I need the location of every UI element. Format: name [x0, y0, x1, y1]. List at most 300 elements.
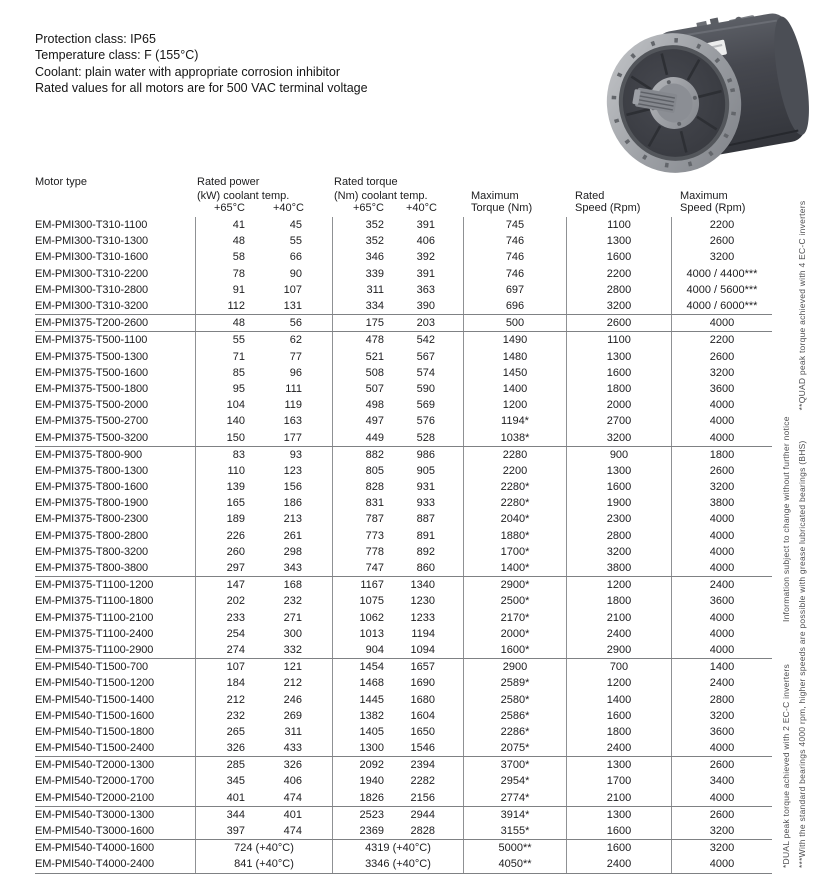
max-torque-cell: 2170*	[463, 610, 566, 626]
rated-power-merged-cell: 724 (+40°C)	[195, 840, 332, 856]
rated-torque-40c-cell: 406	[416, 235, 435, 248]
rated-power-65c-cell: 85	[195, 365, 253, 381]
rated-power-40c-cell: 326	[283, 759, 302, 772]
table-group	[35, 756, 772, 806]
max-speed-cell: 4000 / 4400***	[671, 266, 772, 282]
rated-power-65c-cell: 58	[195, 249, 253, 265]
max-torque-cell: 2580*	[463, 691, 566, 707]
rated-torque-65c-cell: 1405	[332, 724, 392, 740]
rated-torque-40c-cell: 1340	[410, 579, 435, 592]
rated-speed-cell: 1300	[566, 757, 671, 773]
table-row	[35, 544, 772, 560]
max-torque-cell: 2900*	[463, 577, 566, 593]
max-torque-cell: 1194*	[463, 413, 566, 429]
rated-power-65c-cell: 83	[195, 447, 253, 463]
rated-torque-65c-cell: 2092	[332, 757, 392, 773]
rated-torque-65c-cell: 311	[332, 282, 392, 298]
rated-power-65c-cell: 212	[195, 691, 253, 707]
rated-torque-65c-cell: 508	[332, 365, 392, 381]
rated-speed-cell: 1600	[566, 249, 671, 265]
rated-torque-65c-cell: 1167	[332, 577, 392, 593]
rated-torque-40c-cell: 1546	[410, 742, 435, 755]
max-speed-cell: 2600	[671, 807, 772, 823]
rated-power-65c-cell: 344	[195, 807, 253, 823]
rated-power-65c-cell: 345	[195, 773, 253, 789]
col-header-power-65c: +65°C	[213, 202, 245, 214]
max-torque-cell: 1700*	[463, 544, 566, 560]
rated-power-65c-cell: 104	[195, 397, 253, 413]
footnote-information-notice: Information subject to change without further notice	[781, 416, 791, 623]
rated-power-65c-cell: 401	[195, 790, 253, 806]
max-torque-cell: 2774*	[463, 790, 566, 806]
rated-speed-cell: 1700	[566, 773, 671, 789]
max-speed-cell: 2200	[671, 217, 772, 233]
rated-torque-65c-cell: 478	[332, 332, 392, 348]
rated-power-65c-cell: 140	[195, 413, 253, 429]
rated-torque-40c-cell: 2944	[410, 808, 435, 821]
rated-torque-65c-cell: 175	[332, 315, 392, 331]
rated-power-40c-cell: 269	[283, 709, 302, 722]
rated-speed-cell: 2200	[566, 266, 671, 282]
rated-power-40c-cell: 123	[283, 464, 302, 477]
motor-spec-table	[35, 176, 772, 874]
col-header-max-torque-line1: Maximum	[471, 189, 519, 202]
table-row	[35, 266, 772, 282]
rated-speed-cell: 3200	[566, 544, 671, 560]
table-group	[35, 446, 772, 577]
rated-torque-65c-cell: 449	[332, 429, 392, 445]
rated-speed-cell: 2700	[566, 413, 671, 429]
motor-type-cell: EM-PMI375-T1100-1800	[35, 595, 154, 608]
rated-torque-65c-cell: 521	[332, 349, 392, 365]
rated-power-65c-cell: 189	[195, 511, 253, 527]
motor-type-cell: EM-PMI540-T1500-2400	[35, 742, 155, 755]
rated-speed-cell: 2400	[566, 856, 671, 872]
rated-torque-40c-cell: 1233	[410, 611, 435, 624]
rated-power-40c-cell: 246	[283, 693, 302, 706]
col-header-max-speed-line2: Speed (Rpm)	[680, 202, 746, 214]
rated-power-65c-cell: 112	[195, 298, 253, 314]
spec-notes	[35, 31, 368, 97]
motor-type-cell: EM-PMI540-T2000-1300	[35, 759, 155, 772]
rated-power-65c-cell: 265	[195, 724, 253, 740]
rated-torque-65c-cell: 1382	[332, 708, 392, 724]
rated-power-65c-cell: 139	[195, 479, 253, 495]
coolant-note: Coolant: plain water with appropriate corrosion inhibitor	[35, 64, 341, 79]
motor-type-cell: EM-PMI375-T800-1900	[35, 497, 149, 510]
rated-torque-40c-cell: 542	[416, 334, 435, 347]
rated-power-40c-cell: 298	[283, 545, 302, 558]
rated-power-40c-cell: 343	[283, 562, 302, 575]
rated-power-40c-cell: 311	[284, 725, 302, 738]
max-speed-cell: 4000	[671, 397, 772, 413]
rated-torque-40c-cell: 391	[416, 267, 435, 280]
motor-type-cell: EM-PMI375-T500-2700	[35, 415, 149, 428]
motor-type-cell: EM-PMI375-T500-1600	[35, 366, 149, 379]
rated-torque-40c-cell: 1604	[410, 709, 435, 722]
motor-type-cell: EM-PMI300-T310-1600	[35, 251, 149, 264]
max-torque-cell: 5000**	[463, 840, 566, 856]
table-row	[35, 856, 772, 872]
rated-speed-cell: 2100	[566, 790, 671, 806]
rated-torque-65c-cell: 2523	[332, 807, 392, 823]
col-header-rated-speed-line1: Rated	[575, 189, 605, 202]
max-speed-cell: 3600	[671, 381, 772, 397]
max-torque-cell: 2280*	[463, 479, 566, 495]
max-speed-cell: 2400	[671, 577, 772, 593]
rated-power-40c-cell: 232	[283, 595, 302, 608]
rated-speed-cell: 1300	[566, 463, 671, 479]
max-torque-cell: 2200	[463, 463, 566, 479]
max-speed-cell: 3600	[671, 593, 772, 609]
rated-speed-cell: 2600	[566, 315, 671, 331]
motor-type-cell: EM-PMI375-T800-2800	[35, 529, 149, 542]
rated-speed-cell: 1600	[566, 823, 671, 839]
table-row	[35, 397, 772, 413]
max-torque-cell: 2280*	[463, 495, 566, 511]
rated-speed-cell: 1600	[566, 840, 671, 856]
table-row	[35, 511, 772, 527]
table-row	[35, 217, 772, 233]
rated-torque-40c-cell: 986	[416, 448, 435, 461]
motor-type-cell: EM-PMI375-T1100-2400	[35, 627, 154, 640]
rated-torque-40c-cell: 590	[416, 382, 435, 395]
rated-power-65c-cell: 91	[195, 282, 253, 298]
max-torque-cell: 1038*	[463, 429, 566, 445]
rated-torque-40c-cell: 931	[416, 481, 435, 494]
max-torque-cell: 3155*	[463, 823, 566, 839]
table-row	[35, 381, 772, 397]
rated-power-65c-cell: 297	[195, 560, 253, 576]
max-speed-cell: 3200	[671, 708, 772, 724]
rated-torque-65c-cell: 773	[332, 528, 392, 544]
rated-power-65c-cell: 232	[195, 708, 253, 724]
motor-type-cell: EM-PMI375-T500-1800	[35, 382, 149, 395]
rated-power-40c-cell: 212	[283, 677, 302, 690]
rated-speed-cell: 3200	[566, 429, 671, 445]
motor-type-cell: EM-PMI300-T310-1300	[35, 235, 149, 248]
motor-type-cell: EM-PMI540-T1500-1400	[35, 693, 155, 706]
rated-speed-cell: 1800	[566, 724, 671, 740]
rated-power-65c-cell: 110	[195, 463, 253, 479]
rated-torque-40c-cell: 1650	[410, 725, 435, 738]
max-torque-cell: 696	[463, 298, 566, 314]
rated-speed-cell: 1600	[566, 708, 671, 724]
rated-speed-cell: 2100	[566, 610, 671, 626]
motor-type-cell: EM-PMI540-T1500-700	[35, 661, 149, 674]
max-torque-cell: 2954*	[463, 773, 566, 789]
max-speed-cell: 2200	[671, 332, 772, 348]
rated-torque-65c-cell: 787	[332, 511, 392, 527]
rated-torque-40c-cell: 1194	[411, 627, 435, 640]
max-torque-cell: 2589*	[463, 675, 566, 691]
rated-torque-65c-cell: 497	[332, 413, 392, 429]
rated-torque-40c-cell: 567	[416, 350, 435, 363]
rated-torque-65c-cell: 339	[332, 266, 392, 282]
motor-type-cell: EM-PMI375-T500-1100	[35, 334, 148, 347]
rated-power-65c-cell: 55	[195, 332, 253, 348]
max-torque-cell: 1480	[463, 349, 566, 365]
max-torque-cell: 697	[463, 282, 566, 298]
motor-type-cell: EM-PMI540-T2000-1700	[35, 775, 155, 788]
table-row	[35, 495, 772, 511]
rated-torque-40c-cell: 1690	[410, 677, 435, 690]
motor-type-cell: EM-PMI375-T800-1300	[35, 464, 149, 477]
rated-torque-40c-cell: 860	[416, 562, 435, 575]
rated-torque-40c-cell: 528	[416, 431, 435, 444]
motor-type-cell: EM-PMI540-T3000-1300	[35, 808, 155, 821]
max-speed-cell: 4000	[671, 610, 772, 626]
table-row	[35, 298, 772, 314]
max-torque-cell: 1880*	[463, 528, 566, 544]
table-row	[35, 479, 772, 495]
max-speed-cell: 3200	[671, 365, 772, 381]
max-speed-cell: 3600	[671, 724, 772, 740]
rated-torque-40c-cell: 2394	[410, 759, 435, 772]
table-row	[35, 691, 772, 707]
motor-type-cell: EM-PMI375-T500-1300	[35, 350, 149, 363]
footnote-quad-peak: **QUAD peak torque achieved with 4 EC-C inverters	[797, 200, 807, 411]
rated-torque-40c-cell: 1230	[410, 595, 435, 608]
max-torque-cell: 2500*	[463, 593, 566, 609]
col-header-rated-torque: Rated torque	[334, 176, 398, 188]
col-subheader-power-unit: (kW) coolant temp.	[197, 189, 290, 202]
rated-power-40c-cell: 177	[283, 431, 302, 444]
protection-class-note: Protection class: IP65	[35, 32, 156, 46]
rated-torque-40c-cell: 933	[416, 497, 435, 510]
max-speed-cell: 3800	[671, 495, 772, 511]
max-speed-cell: 3200	[671, 479, 772, 495]
table-row	[35, 757, 772, 773]
rated-power-40c-cell: 90	[289, 267, 302, 280]
rated-torque-40c-cell: 569	[416, 399, 435, 412]
max-speed-cell: 4000	[671, 642, 772, 658]
rated-torque-65c-cell: 352	[332, 233, 392, 249]
rated-torque-40c-cell: 905	[416, 464, 435, 477]
motor-type-cell: EM-PMI540-T1500-1800	[35, 725, 155, 738]
rated-power-65c-cell: 285	[195, 757, 253, 773]
col-header-rated-speed-line2: Speed (Rpm)	[575, 202, 641, 214]
table-row	[35, 447, 772, 463]
rated-torque-40c-cell: 2282	[410, 775, 435, 788]
table-row	[35, 528, 772, 544]
col-header-motor-type: Motor type	[35, 176, 87, 188]
table-group	[35, 806, 772, 839]
max-torque-cell: 1490	[463, 332, 566, 348]
motor-type-cell: EM-PMI540-T2000-2100	[35, 791, 155, 804]
rated-speed-cell: 1800	[566, 381, 671, 397]
rated-speed-cell: 700	[566, 659, 671, 675]
max-speed-cell: 4000 / 5600***	[671, 282, 772, 298]
table-row	[35, 724, 772, 740]
motor-photo-container	[592, 8, 828, 180]
rated-power-40c-cell: 77	[289, 350, 302, 363]
max-torque-cell: 2000*	[463, 626, 566, 642]
max-torque-cell: 1450	[463, 365, 566, 381]
rated-speed-cell: 1200	[566, 675, 671, 691]
max-torque-cell: 2900	[463, 659, 566, 675]
rated-speed-cell: 1100	[566, 332, 671, 348]
rated-torque-40c-cell: 203	[416, 317, 435, 330]
table-row	[35, 429, 772, 445]
max-torque-cell: 746	[463, 233, 566, 249]
table-row	[35, 675, 772, 691]
table-row	[35, 365, 772, 381]
vertical-footnote-inner	[781, 416, 791, 868]
motor-type-cell: EM-PMI540-T1500-1200	[35, 677, 155, 690]
rated-torque-65c-cell: 1826	[332, 790, 392, 806]
temperature-class-note: Temperature class: F (155°C)	[35, 48, 199, 63]
rated-speed-cell: 2400	[566, 740, 671, 756]
rated-power-40c-cell: 131	[283, 300, 302, 313]
rated-power-40c-cell: 163	[283, 415, 302, 428]
table-body	[35, 217, 772, 874]
max-speed-cell: 4000	[671, 626, 772, 642]
rated-power-40c-cell: 186	[283, 497, 302, 510]
motor-type-cell: EM-PMI375-T200-2600	[35, 317, 149, 330]
rated-power-40c-cell: 474	[283, 791, 302, 804]
rated-power-65c-cell: 326	[195, 740, 253, 756]
table-row	[35, 577, 772, 593]
rated-torque-40c-cell: 891	[416, 529, 435, 542]
rated-torque-65c-cell: 1013	[332, 626, 392, 642]
table-row	[35, 315, 772, 331]
table-group	[35, 839, 772, 872]
max-speed-cell: 4000	[671, 315, 772, 331]
rated-speed-cell: 900	[566, 447, 671, 463]
rated-torque-40c-cell: 363	[416, 283, 435, 296]
col-header-torque-40c: +40°C	[405, 202, 437, 214]
rated-speed-cell: 2000	[566, 397, 671, 413]
rated-power-40c-cell: 121	[283, 661, 302, 674]
rated-power-65c-cell: 260	[195, 544, 253, 560]
rated-power-40c-cell: 107	[283, 283, 302, 296]
rated-speed-cell: 1200	[566, 577, 671, 593]
rated-power-65c-cell: 254	[195, 626, 253, 642]
max-torque-cell: 3914*	[463, 807, 566, 823]
rated-torque-40c-cell: 576	[416, 415, 435, 428]
max-speed-cell: 3200	[671, 840, 772, 856]
rated-power-40c-cell: 401	[283, 808, 302, 821]
motor-type-cell: EM-PMI375-T500-3200	[35, 431, 149, 444]
max-speed-cell: 3200	[671, 823, 772, 839]
max-speed-cell: 2600	[671, 463, 772, 479]
rated-torque-65c-cell: 778	[332, 544, 392, 560]
rated-torque-65c-cell: 1940	[332, 773, 392, 789]
rated-speed-cell: 1100	[566, 217, 671, 233]
rated-torque-65c-cell: 334	[332, 298, 392, 314]
max-speed-cell: 1400	[671, 659, 772, 675]
rated-speed-cell: 3200	[566, 298, 671, 314]
max-speed-cell: 2600	[671, 757, 772, 773]
rated-speed-cell: 1300	[566, 349, 671, 365]
table-row	[35, 282, 772, 298]
rated-speed-cell: 2800	[566, 528, 671, 544]
rated-power-40c-cell: 332	[283, 643, 302, 656]
rated-torque-40c-cell: 887	[416, 513, 435, 526]
rated-torque-merged-cell: 3346 (+40°C)	[332, 856, 463, 872]
rated-torque-65c-cell: 904	[332, 642, 392, 658]
col-subheader-torque-unit: (Nm) coolant temp.	[334, 189, 428, 202]
rated-torque-65c-cell: 1468	[332, 675, 392, 691]
table-row	[35, 807, 772, 823]
motor-type-cell: EM-PMI375-T800-900	[35, 448, 143, 461]
table-row	[35, 740, 772, 756]
table-header	[35, 176, 772, 215]
table-group	[35, 658, 772, 756]
rated-torque-65c-cell: 1454	[332, 659, 392, 675]
max-speed-cell: 4000	[671, 740, 772, 756]
max-torque-cell: 2280	[463, 447, 566, 463]
rated-torque-65c-cell: 831	[332, 495, 392, 511]
motor-type-cell: EM-PMI375-T800-2300	[35, 513, 149, 526]
rated-speed-cell: 2800	[566, 282, 671, 298]
rated-power-40c-cell: 56	[289, 317, 302, 330]
max-speed-cell: 2800	[671, 691, 772, 707]
max-speed-cell: 3400	[671, 773, 772, 789]
max-speed-cell: 4000 / 6000***	[671, 298, 772, 314]
col-header-torque-65c: +65°C	[352, 202, 384, 214]
table-group	[35, 217, 772, 314]
rated-power-65c-cell: 48	[195, 315, 253, 331]
rated-speed-cell: 1900	[566, 495, 671, 511]
rated-torque-40c-cell: 390	[416, 300, 435, 313]
table-row	[35, 642, 772, 658]
max-torque-cell: 2586*	[463, 708, 566, 724]
rated-torque-65c-cell: 882	[332, 447, 392, 463]
rated-power-65c-cell: 202	[195, 593, 253, 609]
rated-torque-40c-cell: 391	[416, 219, 435, 232]
rated-torque-40c-cell: 574	[416, 366, 435, 379]
rated-power-40c-cell: 261	[283, 529, 302, 542]
motor-type-cell: EM-PMI300-T310-3200	[35, 300, 149, 313]
rated-power-65c-cell: 150	[195, 429, 253, 445]
rated-power-40c-cell: 96	[289, 366, 302, 379]
max-torque-cell: 500	[463, 315, 566, 331]
max-speed-cell: 4000	[671, 544, 772, 560]
rated-power-65c-cell: 147	[195, 577, 253, 593]
max-torque-cell: 746	[463, 266, 566, 282]
max-speed-cell: 4000	[671, 511, 772, 527]
table-row	[35, 249, 772, 265]
max-speed-cell: 4000	[671, 560, 772, 576]
rated-torque-65c-cell: 1075	[332, 593, 392, 609]
rated-power-40c-cell: 271	[283, 611, 302, 624]
rated-power-40c-cell: 55	[289, 235, 302, 248]
rated-torque-40c-cell: 1657	[410, 661, 435, 674]
max-speed-cell: 3200	[671, 249, 772, 265]
max-torque-cell: 1400	[463, 381, 566, 397]
rated-speed-cell: 2900	[566, 642, 671, 658]
rated-speed-cell: 1800	[566, 593, 671, 609]
rated-speed-cell: 1400	[566, 691, 671, 707]
rated-power-65c-cell: 184	[195, 675, 253, 691]
max-speed-cell: 2600	[671, 233, 772, 249]
max-speed-cell: 4000	[671, 856, 772, 872]
rated-torque-merged-cell: 4319 (+40°C)	[332, 840, 463, 856]
rated-torque-40c-cell: 2156	[410, 791, 435, 804]
rated-power-40c-cell: 433	[283, 742, 302, 755]
table-row	[35, 773, 772, 789]
table-row	[35, 659, 772, 675]
rated-power-65c-cell: 107	[195, 659, 253, 675]
motor-type-cell: EM-PMI375-T1100-2100	[35, 611, 154, 624]
rated-power-merged-cell: 841 (+40°C)	[195, 856, 332, 872]
rated-torque-40c-cell: 1094	[410, 643, 435, 656]
motor-type-cell: EM-PMI375-T800-1600	[35, 481, 149, 494]
rated-power-65c-cell: 226	[195, 528, 253, 544]
rated-torque-65c-cell: 507	[332, 381, 392, 397]
